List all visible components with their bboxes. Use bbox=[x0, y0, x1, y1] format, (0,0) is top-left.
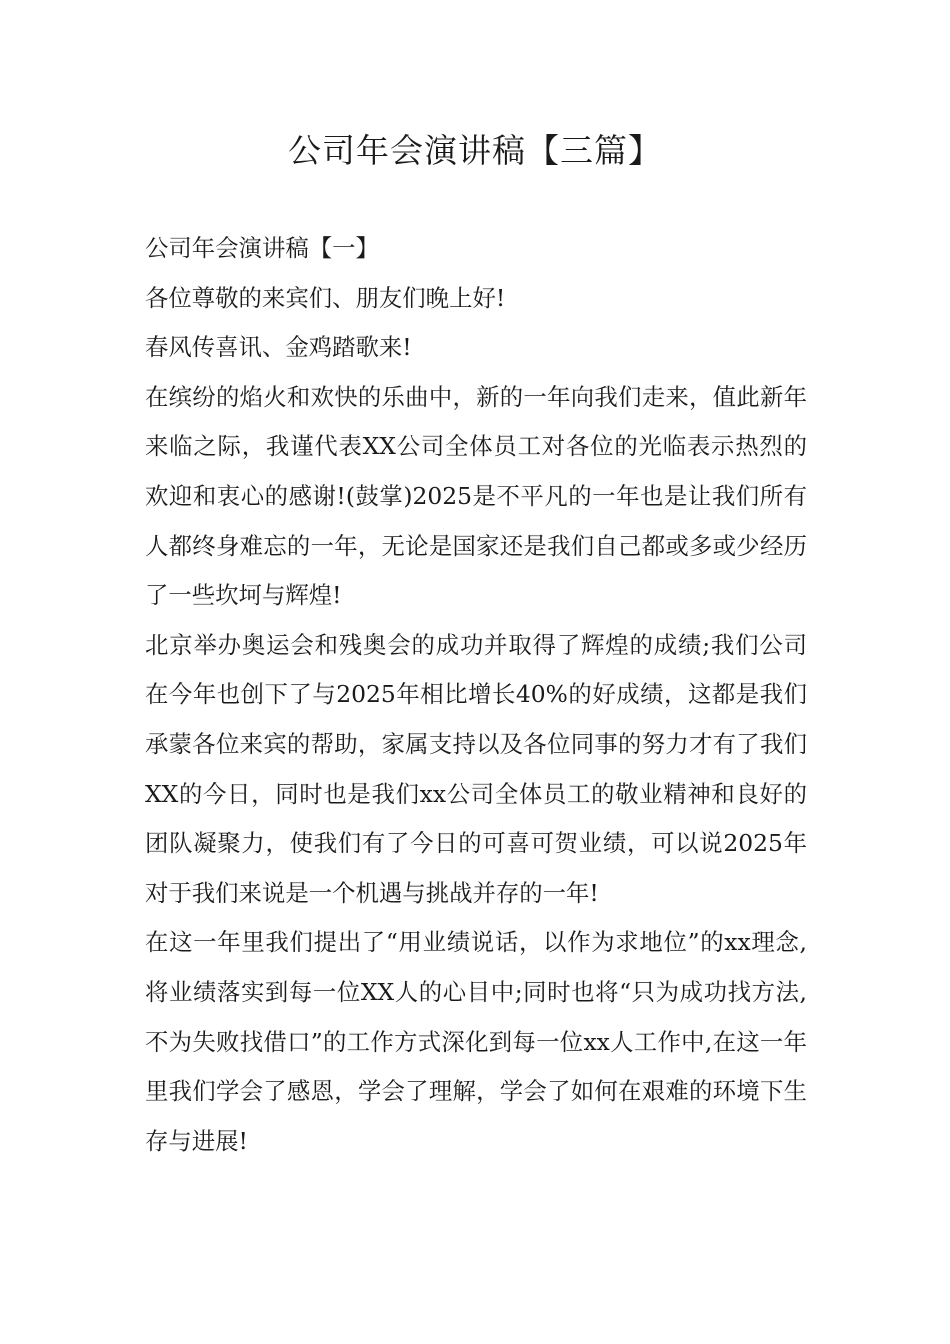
paragraph-opening: 春风传喜讯、金鸡踏歌来! bbox=[145, 333, 412, 362]
paragraph: 在这一年里我们提出了“用业绩说话，以作为求地位”的xx理念,将业绩落实到每一位XX人的心目中;同时也将“只为成功找方法,不为失败找借口”的工作方式深化到每一位xx人工作中,在这一年里我们学会了感恩，学会了理解，学会了如何在艰难的环境下生存与进展! bbox=[145, 928, 807, 1155]
document-title: 公司年会演讲稿【三篇】 bbox=[288, 131, 662, 170]
section-heading: 公司年会演讲稿【一】 bbox=[145, 234, 379, 262]
document-body bbox=[145, 224, 807, 1166]
paragraph: 在缤纷的焰火和欢快的乐曲中，新的一年向我们走来，值此新年来临之际，我谨代表XX公司全体员工对各位的光临表示热烈的欢迎和衷心的感谢!(鼓掌)2025是不平凡的一年也是让我们所有人都终身难忘的一年，无论是国家还是我们自己都或多或少经历了一些坎坷与辉煌! bbox=[145, 382, 807, 610]
paragraph-greeting: 各位尊敬的来宾们、朋友们晚上好! bbox=[145, 283, 506, 312]
paragraph: 北京举办奥运会和残奥会的成功并取得了辉煌的成绩;我们公司在今年也创下了与2025年相比增长40%的好成绩，这都是我们承蒙各位来宾的帮助，家属支持以及各位同事的努力才有了我们XX的今日，同时也是我们xx公司全体员工的敬业精神和良好的团队凝聚力，使我们有了今日的可喜可贺业绩，可以说2025年对于我们来说是一个机遇与挑战并存的一年! bbox=[145, 630, 807, 907]
